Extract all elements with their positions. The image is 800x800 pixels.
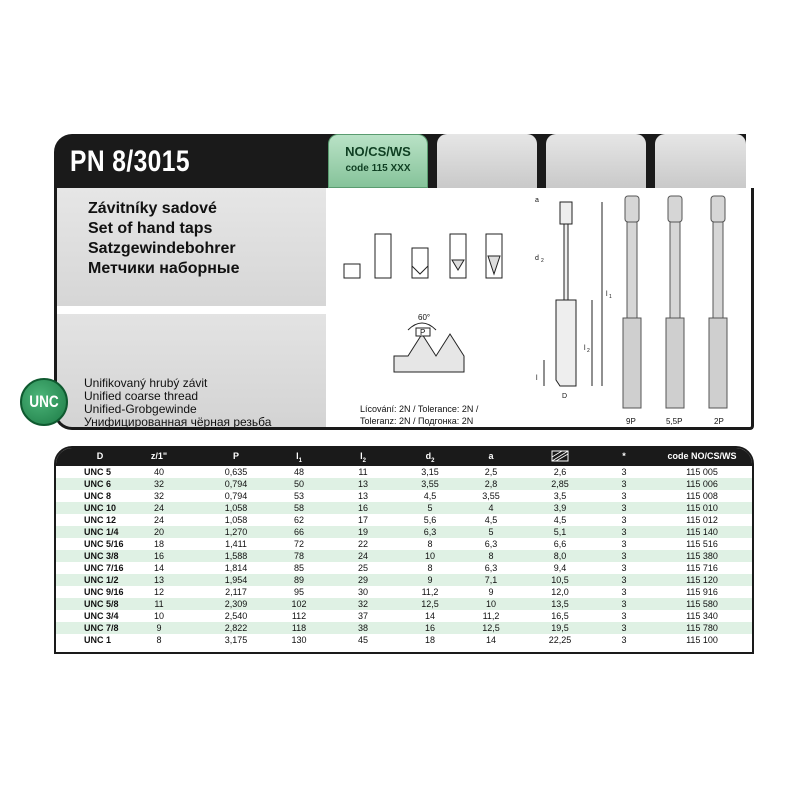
- table-cell: UNC 7/16: [84, 563, 124, 573]
- table-cell: 8: [156, 635, 162, 645]
- table-cell: 3: [621, 575, 627, 585]
- table-row[interactable]: [56, 490, 752, 502]
- tolerance-line-2: Toleranz: 2N / Подгонка: 2N: [360, 416, 474, 426]
- table-cell: 2,309: [224, 599, 248, 609]
- tab-primary-label: NO/CS/WS: [345, 144, 411, 159]
- title-en: Set of hand taps: [88, 220, 213, 237]
- table-cell: 115 780: [686, 623, 718, 633]
- table-cell: 115 120: [686, 575, 718, 585]
- table-row[interactable]: [56, 574, 752, 586]
- table-cell: 10: [485, 599, 496, 609]
- table-cell: 30: [357, 587, 368, 597]
- table-row[interactable]: [56, 610, 752, 622]
- table-cell: 3: [621, 611, 627, 621]
- table-cell: UNC 1/4: [84, 527, 119, 537]
- table-cell: 3: [621, 551, 627, 561]
- table-cell: 10: [153, 611, 164, 621]
- table-header-cell: P: [232, 451, 239, 461]
- table-cell: 2,540: [224, 611, 248, 621]
- table-header-cell: $l_1$: [296, 451, 302, 464]
- table-cell: 32: [153, 491, 164, 501]
- dimensions-table: [54, 446, 754, 654]
- tap-diagrams: [330, 190, 750, 428]
- table-cell: 102: [291, 599, 307, 609]
- table-cell: 12: [153, 587, 164, 597]
- table-cell: 3: [621, 599, 627, 609]
- table-header: [56, 448, 752, 466]
- table-cell: 130: [291, 635, 307, 645]
- tap-set-drawing: [623, 196, 727, 408]
- table-cell: 50: [293, 479, 304, 489]
- table-header-subscript: 1: [298, 457, 302, 464]
- table-row[interactable]: [56, 466, 752, 478]
- table-cell: 24: [153, 503, 164, 513]
- table-cell: 8: [488, 551, 494, 561]
- profile-pitch-label: P: [420, 328, 426, 337]
- table-cell: 3: [621, 527, 627, 537]
- table-cell: 1,411: [225, 539, 247, 549]
- table-row[interactable]: [56, 562, 752, 574]
- table-cell: 10,5: [551, 575, 569, 585]
- table-cell: 16: [424, 623, 435, 633]
- table-cell: 19,5: [551, 623, 569, 633]
- table-cell: 1,270: [224, 527, 248, 537]
- table-cell: UNC 5: [84, 467, 112, 477]
- table-cell: UNC 1/2: [84, 575, 119, 585]
- tab-empty-2[interactable]: [546, 134, 646, 188]
- tap-label-2: 5,5P: [666, 417, 683, 426]
- table-cell: 3: [621, 635, 627, 645]
- table-cell: 3: [621, 587, 627, 597]
- table-cell: 25: [357, 563, 368, 573]
- table-cell: 0,794: [224, 479, 248, 489]
- angle-label: 60°: [418, 313, 431, 322]
- table-cell: 11,2: [421, 587, 439, 597]
- table-row[interactable]: [56, 478, 752, 490]
- table-cell: 18: [424, 635, 435, 645]
- table-cell: 4: [488, 503, 494, 513]
- table-cell: 58: [293, 503, 304, 513]
- table-cell: 48: [293, 467, 304, 477]
- tolerance-line-1: Lícování: 2N / Tolerance: 2N /: [360, 404, 479, 414]
- table-cell: 115 380: [686, 551, 718, 561]
- table-cell: UNC 6: [84, 479, 112, 489]
- dim-d-label: D: [562, 393, 568, 400]
- table-cell: 115 340: [686, 611, 718, 621]
- square-drive-icon: [530, 449, 590, 465]
- table-cell: 16: [153, 551, 164, 561]
- table-cell: UNC 5/8: [84, 599, 119, 609]
- table-row[interactable]: [56, 622, 752, 634]
- title-de: Satzgewindebohrer: [88, 240, 236, 257]
- table-cell: 112: [291, 611, 307, 621]
- table-cell: 13: [153, 575, 164, 585]
- table-header-cell: $d_2$: [425, 451, 435, 464]
- table-cell: 115 916: [686, 587, 718, 597]
- tap-label-1: 9P: [626, 417, 636, 426]
- table-cell: 11: [358, 467, 368, 477]
- table-cell: 89: [293, 575, 304, 585]
- subtitle-cz: Unifikovaný hrubý závit: [84, 376, 208, 390]
- tab-secondary-label: code 115 XXX: [345, 163, 411, 174]
- table-cell: 3: [621, 539, 627, 549]
- table-row[interactable]: [56, 598, 752, 610]
- table-cell: 24: [357, 551, 368, 561]
- table-cell: 12,5: [482, 623, 500, 633]
- table-cell: 85: [293, 563, 304, 573]
- table-cell: 8: [427, 539, 433, 549]
- tab-empty-3[interactable]: [655, 134, 746, 188]
- table-header-cell: a: [488, 451, 494, 461]
- table-cell: 115 005: [686, 467, 718, 477]
- table-cell: 4,5: [553, 515, 567, 525]
- table-cell: 3: [621, 563, 627, 573]
- table-cell: 3,175: [224, 635, 248, 645]
- table-cell: 14: [424, 611, 435, 621]
- table-cell: 4,5: [423, 491, 437, 501]
- table-cell: 9: [488, 587, 494, 597]
- table-cell: 115 140: [686, 527, 718, 537]
- dim-l2-label: l: [584, 345, 586, 352]
- table-header-cell: *: [622, 451, 626, 461]
- subtitle-ru: Унифицированная чёрная резьба: [84, 415, 272, 429]
- tap-label-3: 2P: [714, 417, 724, 426]
- dim-d2-label: d: [535, 255, 539, 262]
- unc-badge-label: UNC: [29, 392, 59, 411]
- dim-a-label: a: [535, 197, 539, 204]
- table-cell: 115 100: [686, 635, 718, 645]
- table-cell: UNC 3/4: [84, 611, 119, 621]
- thread-profile-diagram: [394, 323, 464, 372]
- table-cell: 5,6: [423, 515, 437, 525]
- table-header-cell: code NO/CS/WS: [667, 451, 737, 461]
- table-cell: UNC 7/8: [84, 623, 119, 633]
- table-cell: 18: [153, 539, 164, 549]
- table-cell: 5: [427, 503, 433, 513]
- table-cell: 13,5: [551, 599, 569, 609]
- table-cell: UNC 10: [84, 503, 117, 513]
- table-cell: 9: [427, 575, 433, 585]
- table-cell: 5: [488, 527, 494, 537]
- table-cell: 22: [357, 539, 368, 549]
- table-cell: 2,6: [553, 467, 567, 477]
- dim-l2-sub: 2: [587, 348, 590, 354]
- table-cell: 2,85: [551, 479, 569, 489]
- table-header-cell: $l_2$: [360, 451, 366, 464]
- table-cell: 3,55: [482, 491, 500, 501]
- table-cell: 6,3: [484, 563, 498, 573]
- table-row[interactable]: [56, 526, 752, 538]
- table-cell: UNC 12: [84, 515, 117, 525]
- table-header-cell: D: [96, 451, 104, 461]
- table-cell: 9: [156, 623, 162, 633]
- table-cell: 1,058: [224, 503, 248, 513]
- table-cell: UNC 8: [84, 491, 112, 501]
- table-cell: 3,55: [421, 479, 439, 489]
- table-cell: 12,5: [421, 599, 439, 609]
- table-cell: UNC 3/8: [84, 551, 119, 561]
- table-cell: 2,822: [224, 623, 248, 633]
- table-cell: 5,1: [553, 527, 567, 537]
- table-cell: 3,15: [421, 467, 439, 477]
- product-code: PN 8/3015: [70, 145, 190, 178]
- table-cell: 20: [153, 527, 164, 537]
- table-header-subscript: 2: [431, 457, 435, 464]
- table-cell: 115 516: [686, 539, 718, 549]
- table-cell: 0,635: [224, 467, 248, 477]
- table-header-subscript: 2: [362, 457, 366, 464]
- table-cell: 13: [357, 479, 368, 489]
- table-cell: 1,814: [224, 563, 248, 573]
- subtitle-en: Unified coarse thread: [84, 389, 199, 403]
- dimensioned-tap-drawing: [544, 202, 602, 386]
- table-cell: 16: [357, 503, 368, 513]
- table-cell: UNC 1: [84, 635, 112, 645]
- table-cell: 3: [621, 503, 627, 513]
- table-cell: 115 008: [686, 491, 718, 501]
- table-cell: 115 580: [686, 599, 718, 609]
- table-cell: 72: [293, 539, 304, 549]
- table-row[interactable]: [56, 634, 752, 646]
- table-cell: 29: [357, 575, 368, 585]
- table-cell: 3: [621, 623, 627, 633]
- table-cell: 0,794: [224, 491, 248, 501]
- table-cell: 14: [153, 563, 164, 573]
- table-cell: 53: [293, 491, 304, 501]
- dim-l-label: l: [536, 375, 538, 382]
- title-cz: Závitníky sadové: [88, 200, 217, 217]
- dim-l1-label: l: [606, 291, 608, 298]
- table-cell: 3: [621, 479, 627, 489]
- table-cell: 19: [357, 527, 368, 537]
- table-cell: 10: [424, 551, 435, 561]
- table-cell: 32: [153, 479, 164, 489]
- tab-empty-1[interactable]: [437, 134, 537, 188]
- table-row[interactable]: [56, 514, 752, 526]
- table-cell: 24: [153, 515, 164, 525]
- table-cell: 7,1: [484, 575, 498, 585]
- table-cell: 78: [293, 551, 304, 561]
- table-cell: 3,9: [553, 503, 567, 513]
- table-cell: 4,5: [484, 515, 498, 525]
- table-cell: 115 012: [686, 515, 718, 525]
- table-cell: 6,3: [423, 527, 437, 537]
- table-cell: 11: [154, 599, 164, 609]
- table-cell: 37: [357, 611, 368, 621]
- table-cell: 115 716: [686, 563, 718, 573]
- table-cell: UNC 5/16: [84, 539, 124, 549]
- table-cell: 9,4: [553, 563, 567, 573]
- unc-badge: [20, 378, 68, 426]
- table-cell: 6,6: [553, 539, 567, 549]
- table-cell: 95: [293, 587, 304, 597]
- table-cell: 38: [357, 623, 368, 633]
- table-cell: 3: [621, 515, 627, 525]
- table-cell: 3: [621, 467, 627, 477]
- table-cell: 14: [485, 635, 496, 645]
- table-cell: 2,117: [225, 587, 247, 597]
- table-cell: 1,588: [224, 551, 248, 561]
- table-row[interactable]: [56, 538, 752, 550]
- table-cell: 17: [357, 515, 368, 525]
- title-ru: Метчики наборные: [88, 260, 240, 277]
- table-cell: 40: [153, 467, 164, 477]
- table-cell: 1,954: [224, 575, 248, 585]
- tab-no-cs-ws[interactable]: [328, 134, 428, 188]
- hole-sequence-diagram: [344, 234, 502, 278]
- table-cell: 45: [357, 635, 368, 645]
- table-cell: 115 006: [686, 479, 718, 489]
- table-cell: 2,5: [484, 467, 498, 477]
- table-cell: 118: [291, 623, 307, 633]
- table-cell: 3: [621, 491, 627, 501]
- table-header-cell: z/1": [150, 451, 168, 461]
- table-cell: 8,0: [553, 551, 567, 561]
- dim-d2-sub: 2: [541, 258, 544, 264]
- table-cell: 16,5: [551, 611, 569, 621]
- table-cell: 13: [357, 491, 368, 501]
- table-cell: 22,25: [548, 635, 572, 645]
- header-title-bar: [54, 134, 326, 188]
- table-cell: 8: [427, 563, 433, 573]
- table-row[interactable]: [56, 550, 752, 562]
- table-row[interactable]: [56, 586, 752, 598]
- table-cell: 2,8: [484, 479, 498, 489]
- table-cell: 115 010: [686, 503, 718, 513]
- table-cell: 12,0: [551, 587, 569, 597]
- table-cell: 3,5: [553, 491, 567, 501]
- dim-l1-sub: 1: [609, 294, 612, 300]
- subtitle-de: Unified-Grobgewinde: [84, 402, 197, 416]
- table-row[interactable]: [56, 502, 752, 514]
- table-cell: 6,3: [484, 539, 498, 549]
- table-cell: 32: [357, 599, 368, 609]
- table-cell: UNC 9/16: [84, 587, 124, 597]
- table-cell: 11,2: [482, 611, 500, 621]
- table-cell: 1,058: [224, 515, 248, 525]
- table-cell: 66: [293, 527, 304, 537]
- table-cell: 62: [293, 515, 304, 525]
